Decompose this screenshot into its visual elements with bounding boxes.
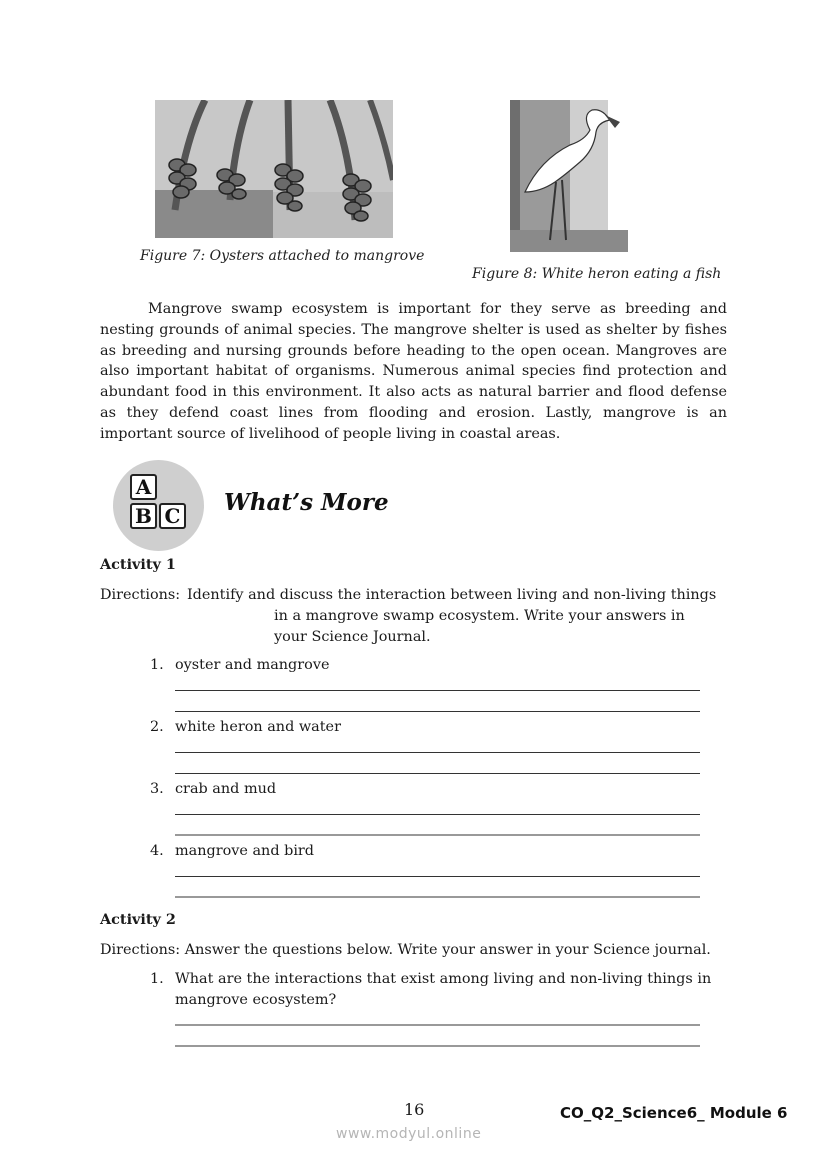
oysters-mangrove-illustration: [155, 100, 393, 238]
block-a-icon: A: [130, 474, 157, 500]
answer-line[interactable]: [175, 711, 700, 712]
figure-8-image: [510, 100, 646, 252]
page-number: 16: [404, 1100, 425, 1119]
directions-text: Answer the questions below. Write your answer in your Science journal.: [184, 942, 711, 958]
activity-2-directions: [100, 940, 740, 961]
watermark: www.modyul.online: [336, 1126, 482, 1142]
answer-line[interactable]: [175, 752, 700, 753]
figure-8-caption: Figure 8: White heron eating a fish: [472, 266, 722, 282]
activity-2-title: Activity 2: [100, 911, 176, 928]
item-number: 3.: [150, 781, 164, 797]
answer-line[interactable]: [175, 814, 700, 815]
item-text: crab and mud: [175, 781, 277, 797]
activity-1-directions: [100, 585, 720, 648]
answer-line[interactable]: [175, 690, 700, 691]
figure-7-caption: Figure 7: Oysters attached to mangrove: [140, 248, 425, 264]
block-c-icon: C: [159, 503, 186, 529]
item-number: 2.: [150, 719, 164, 735]
answer-line[interactable]: [175, 896, 700, 898]
answer-line[interactable]: [175, 876, 700, 877]
directions-text: Identify and discuss the interaction between living and non-living things in a mangrove swamp ecosystem. Write your answers in your Science Journal.: [187, 587, 717, 645]
directions-label: Directions:: [100, 942, 181, 958]
figure-7-image: [155, 100, 393, 238]
directions-label: Directions:: [100, 587, 181, 603]
item-number: 1.: [150, 657, 164, 673]
white-heron-illustration: [510, 100, 646, 252]
answer-line[interactable]: [175, 773, 700, 774]
abc-blocks-icon: [113, 460, 204, 551]
answer-line[interactable]: [175, 834, 700, 836]
item-text: mangrove and bird: [175, 843, 315, 859]
mangrove-importance-paragraph: Mangrove swamp ecosystem is important for they serve as breeding and nesting grounds of animal species. The mangrove shelter is used as shelter by fishes as breeding and nursing grounds before heading to the open ocean. Mangroves are also important habitat of organisms. Numerous animal species find protection and abundant food in this environment. It also acts as natural barrier and flood defense as they defend coast lines from flooding and erosion. Lastly, mangrove is an important source of livelihood of people living in coastal areas.: [100, 301, 727, 442]
item-number: 4.: [150, 843, 164, 859]
section-title: What’s More: [224, 489, 389, 516]
question-number: 1.: [150, 971, 164, 987]
answer-line[interactable]: [175, 1024, 700, 1026]
activity-1-title: Activity 1: [100, 556, 176, 573]
answer-line[interactable]: [175, 1045, 700, 1047]
module-identifier: CO_Q2_Science6_ Module 6: [560, 1104, 788, 1122]
item-text: oyster and mangrove: [175, 657, 330, 673]
question-text: What are the interactions that exist among living and non-living things in mangrove ecosystem?: [175, 971, 712, 1008]
block-b-icon: B: [130, 503, 157, 529]
item-text: white heron and water: [175, 719, 341, 735]
